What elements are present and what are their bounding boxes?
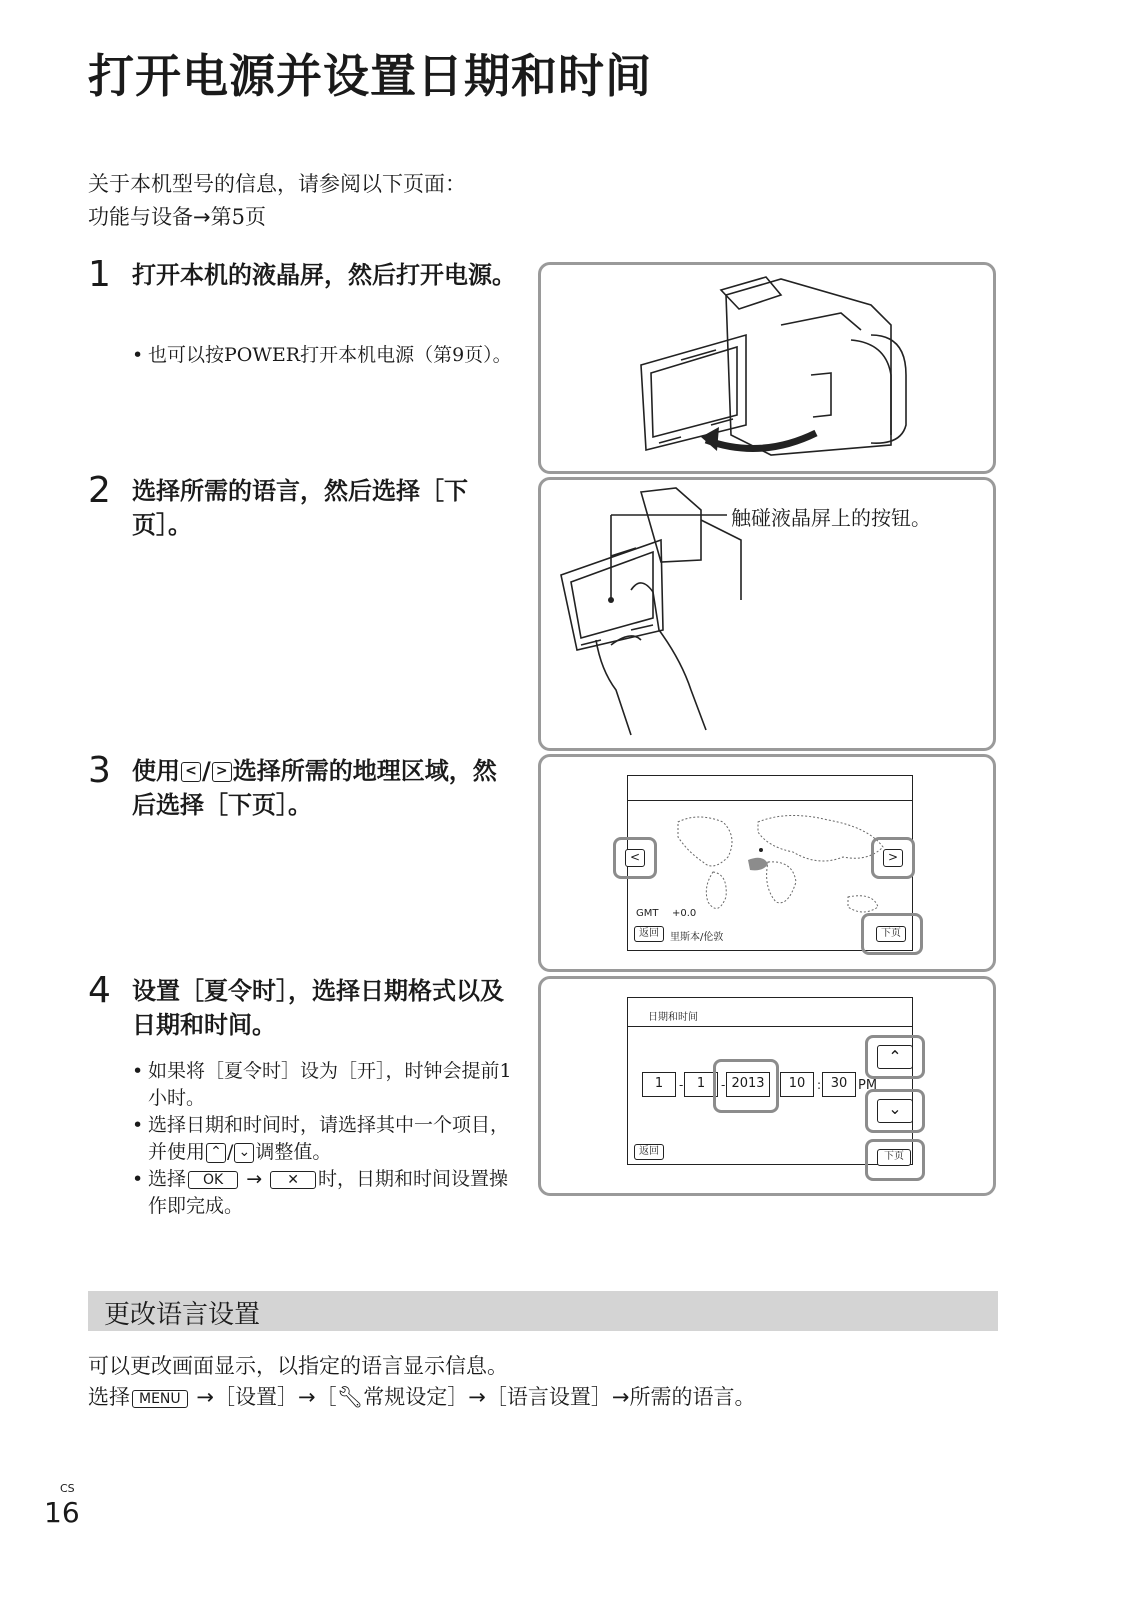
- page-number: 16: [44, 1496, 80, 1529]
- screen-divider: [628, 800, 912, 801]
- down-arrow-key: ⌄: [234, 1143, 254, 1163]
- next-highlight: [861, 913, 923, 955]
- arrow-icon: →: [193, 205, 211, 229]
- intro: [88, 168, 466, 234]
- step-number: 1: [88, 254, 111, 295]
- arrow-icon: →: [297, 1385, 316, 1409]
- separator: /: [202, 757, 211, 785]
- wrench-icon: 🔧︎: [336, 1385, 364, 1409]
- step-number: 2: [88, 470, 111, 511]
- illustration-area-select: [538, 754, 996, 972]
- step-number: 4: [88, 970, 111, 1011]
- map-left-button[interactable]: <: [625, 849, 645, 867]
- bullet-item: [132, 1112, 512, 1166]
- section-line-2: [88, 1381, 755, 1411]
- page-title: 打开电源并设置日期和时间: [88, 49, 652, 103]
- intro-line-2: [88, 201, 466, 234]
- bullet-item: • 也可以按POWER打开本机电源（第9页）。: [132, 342, 512, 369]
- illustration-date-time: [538, 976, 996, 1196]
- arrow-icon: →: [196, 1385, 214, 1409]
- date-screen-title: 日期和时间: [648, 1012, 698, 1023]
- illustration-open-lcd: [538, 262, 996, 474]
- screen-divider: [628, 1026, 912, 1027]
- step-heading: 打开本机的液晶屏，然后打开电源。: [132, 261, 516, 289]
- menu-path-item: 常规设定］: [363, 1385, 469, 1409]
- page-language: CS: [60, 1482, 75, 1495]
- step-heading: [132, 754, 518, 822]
- intro-link-text: 功能与设备: [88, 205, 193, 229]
- back-button[interactable]: 返回: [634, 1144, 664, 1160]
- step-heading: 选择所需的语言，然后选择［下页］。: [132, 477, 468, 539]
- arrow-icon: →: [246, 1168, 263, 1190]
- separator: /: [227, 1141, 234, 1163]
- year-field[interactable]: 2013: [726, 1072, 770, 1097]
- gmt-label: GMT: [636, 908, 659, 919]
- date-separator: -: [679, 1078, 684, 1092]
- step-bullets: [132, 1058, 512, 1220]
- arrow-icon: →: [468, 1385, 486, 1409]
- minute-field[interactable]: 30: [822, 1072, 856, 1097]
- heading-text: 使用: [132, 757, 180, 785]
- day-field[interactable]: 1: [642, 1072, 676, 1097]
- bullet-text: 选择: [148, 1168, 187, 1190]
- up-button[interactable]: ⌃: [877, 1045, 913, 1069]
- heading-text: 选择所需的地理区域，然后选择［下页］。: [132, 757, 497, 819]
- section-line-1: 可以更改画面显示，以指定的语言显示信息。: [88, 1354, 508, 1378]
- right-arrow-key: >: [212, 762, 232, 782]
- hour-field[interactable]: 10: [780, 1072, 814, 1097]
- city-label: 里斯本/伦敦: [670, 932, 724, 943]
- illustration-touch-lcd: [538, 477, 996, 751]
- bullet-item: • 如果将［夏令时］设为［开］，时钟会提前1小时。: [132, 1058, 512, 1112]
- next-button[interactable]: 下页: [876, 926, 906, 942]
- ampm-label: PM: [858, 1078, 878, 1093]
- section-title: 更改语言设置: [104, 1300, 261, 1330]
- map-right-button[interactable]: >: [883, 849, 903, 867]
- bullet-text: 选择日期和时间时，请选择其中一个项目，并使用: [148, 1114, 510, 1163]
- step-heading: 设置［夏令时］，选择日期格式以及日期和时间。: [132, 977, 504, 1039]
- gmt-value: +0.0: [672, 908, 697, 919]
- up-arrow-key: ⌃: [206, 1143, 226, 1163]
- close-key: ✕: [270, 1171, 316, 1189]
- menu-path-item: ［设置］: [213, 1385, 298, 1409]
- camcorder-illustration: [541, 265, 996, 474]
- year-highlight: [713, 1059, 779, 1113]
- ok-key: OK: [188, 1171, 238, 1189]
- menu-path-item: 所需的语言。: [629, 1385, 756, 1409]
- date-separator: -: [721, 1078, 726, 1092]
- section-header: [88, 1291, 998, 1331]
- menu-path-item: ［语言设置］: [485, 1385, 612, 1409]
- down-button[interactable]: ⌄: [877, 1099, 913, 1123]
- back-button[interactable]: 返回: [634, 926, 664, 942]
- left-arrow-key: <: [181, 762, 201, 782]
- arrow-icon: →: [611, 1385, 630, 1409]
- intro-line-1: 关于本机型号的信息，请参阅以下页面：: [88, 172, 466, 196]
- step-number: 3: [88, 750, 111, 791]
- touch-callout: 触碰液晶屏上的按钮。: [731, 506, 931, 530]
- bullet-text: 调整值。: [255, 1141, 332, 1163]
- para-text: 选择: [88, 1385, 130, 1409]
- time-separator: :: [817, 1078, 822, 1092]
- month-field[interactable]: 1: [684, 1072, 718, 1097]
- step-bullets: [132, 342, 512, 369]
- bullet-text: 时，日期和时间设置操作即完成。: [148, 1168, 508, 1217]
- menu-key: MENU: [132, 1390, 188, 1408]
- next-button[interactable]: 下页: [877, 1149, 911, 1166]
- menu-path-item: ［: [315, 1385, 337, 1409]
- intro-page-ref[interactable]: 第5页: [210, 205, 266, 229]
- bullet-item: [132, 1166, 512, 1220]
